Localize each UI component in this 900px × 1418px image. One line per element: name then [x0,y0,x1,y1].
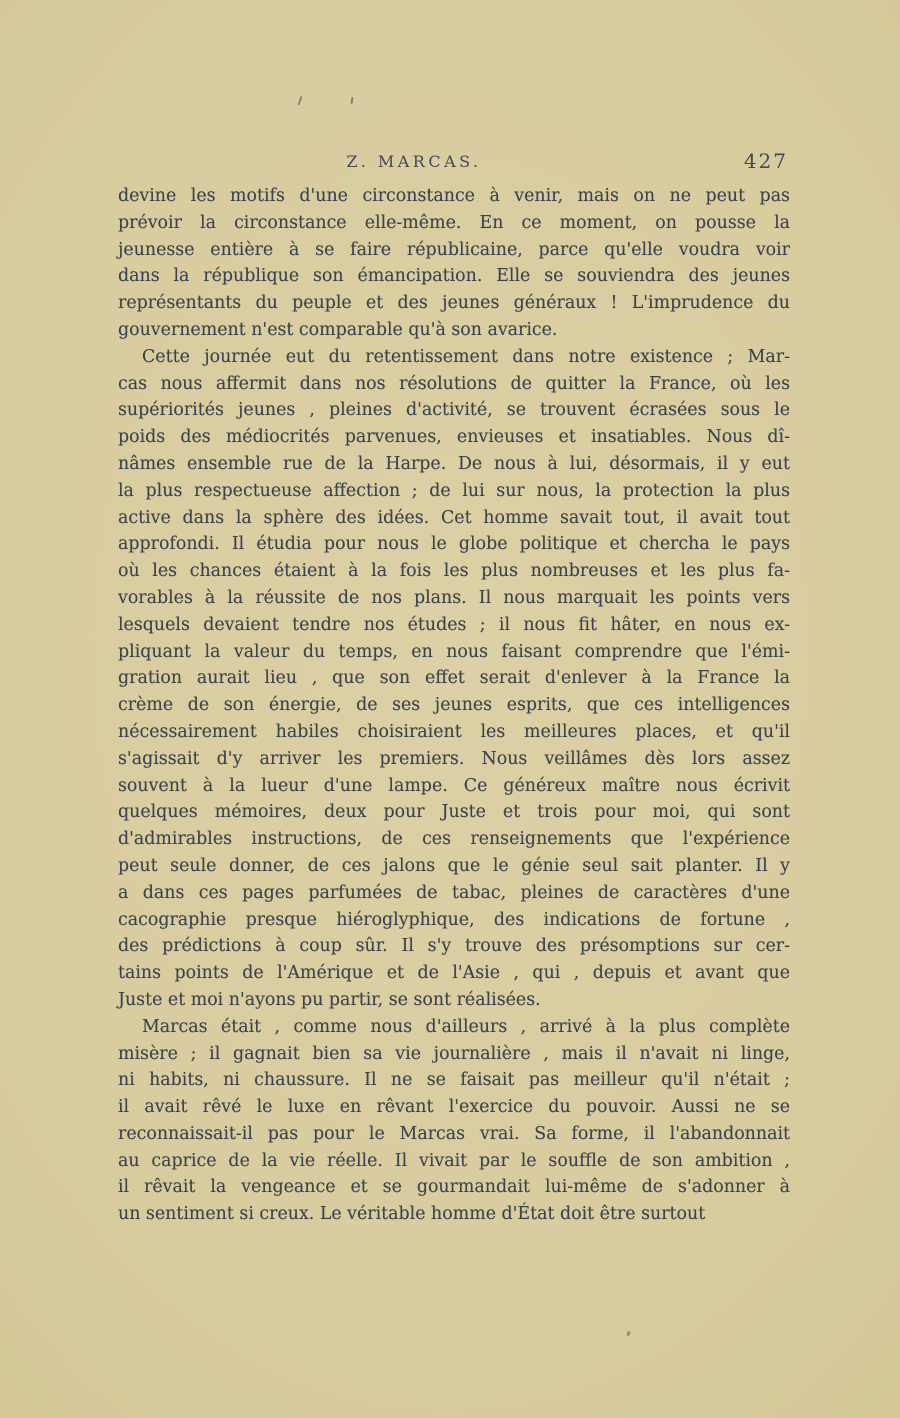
text-line: supériorités jeunes , pleines d'activité, se trouvent écrasées sous le [118,400,790,421]
text-line: pliquant la valeur du temps, en nous faisant comprendre que l'émi- [118,641,790,662]
scan-artifact [351,97,353,104]
paragraph [118,344,790,1014]
text-line: des prédictions à coup sûr. Il s'y trouve des présomptions sur cer- [118,936,790,957]
text-line: misère ; il gagnait bien sa vie journalière , mais il n'avait ni linge, [118,1043,790,1064]
text-line: représentants du peuple et des jeunes généraux ! L'imprudence du [118,293,790,314]
text-line: reconnaissait-il pas pour le Marcas vrai. Sa forme, il l'abandonnait [118,1123,790,1144]
text-line: cacographie presque hiéroglyphique, des indications de fortune , [118,909,790,930]
text-line: où les chances étaient à la fois les plus nombreuses et les plus fa- [118,561,790,582]
text-line: il rêvait la vengeance et se gourmandait lui-même de s'adonner à [118,1177,790,1198]
text-line: tains points de l'Amérique et de l'Asie , qui , depuis et avant que [118,963,790,984]
page-body [118,183,790,1228]
scan-artifact [626,1331,631,1337]
text-line: nâmes ensemble rue de la Harpe. De nous à lui, désormais, il y eut [118,453,790,474]
text-line: approfondi. Il étudia pour nous le globe politique et chercha le pays [118,534,790,555]
text-line: poids des médiocrités parvenues, envieuses et insatiables. Nous dî- [118,427,790,448]
text-line: prévoir la circonstance elle-même. En ce moment, on pousse la [118,212,790,233]
text-line: au caprice de la vie réelle. Il vivait par le souffle de son ambition , [118,1150,790,1171]
text-line: Juste et moi n'ayons pu partir, se sont réalisées. [118,989,541,1010]
text-line: gouvernement n'est comparable qu'à son avarice. [118,319,558,340]
text-line: Cette journée eut du retentissement dans notre existence ; Mar- [142,346,790,367]
paragraph [118,1014,790,1228]
text-line: gration aurait lieu , que son effet serait d'enlever à la France la [118,668,790,689]
text-line: ni habits, ni chaussure. Il ne se faisait pas meilleur qu'il n'était ; [118,1070,790,1091]
text-line: quelques mémoires, deux pour Juste et trois pour moi, qui sont [118,802,790,823]
text-line: un sentiment si creux. Le véritable homme d'État doit être surtout [118,1204,706,1225]
page-header [118,149,790,176]
text-line: d'admirables instructions, de ces renseignements que l'expérience [118,829,790,850]
text-line: la plus respectueuse affection ; de lui sur nous, la protection la plus [118,480,790,501]
text-line: s'agissait d'y arriver les premiers. Nous veillâmes dès lors assez [118,748,790,769]
running-title: Z. MARCAS. [346,152,482,171]
text-line: devine les motifs d'une circonstance à venir, mais on ne peut pas [118,186,790,206]
text-line: lesquels devaient tendre nos études ; il nous fit hâter, en nous ex- [118,614,790,635]
text-line: souvent à la lueur d'une lampe. Ce généreux maître nous écrivit [118,775,790,796]
text-line: Marcas était , comme nous d'ailleurs , arrivé à la plus complète [142,1016,790,1037]
text-line: jeunesse entière à se faire républicaine, parce qu'elle voudra voir [118,239,790,260]
text-line: nécessairement habiles choisiraient les meilleures places, et qu'il [118,721,790,742]
text-line: crème de son énergie, de ses jeunes esprits, que ces intelligences [118,695,790,716]
text-line: peut seule donner, de ces jalons que le génie seul sait planter. Il y [118,855,790,876]
text-line: dans la république son émancipation. Elle se souviendra des jeunes [118,266,790,287]
text-line: cas nous affermit dans nos résolutions de quitter la France, où les [118,373,790,394]
text-line: a dans ces pages parfumées de tabac, pleines de caractères d'une [118,882,790,903]
paragraph [118,183,790,344]
text-line: vorables à la réussite de nos plans. Il nous marquait les points vers [118,587,790,608]
page-number: 427 [743,149,788,173]
text-line: active dans la sphère des idées. Cet homme savait tout, il avait tout [118,507,790,528]
scan-artifact [298,96,302,105]
text-line: il avait rêvé le luxe en rêvant l'exercice du pouvoir. Aussi ne se [118,1097,790,1118]
